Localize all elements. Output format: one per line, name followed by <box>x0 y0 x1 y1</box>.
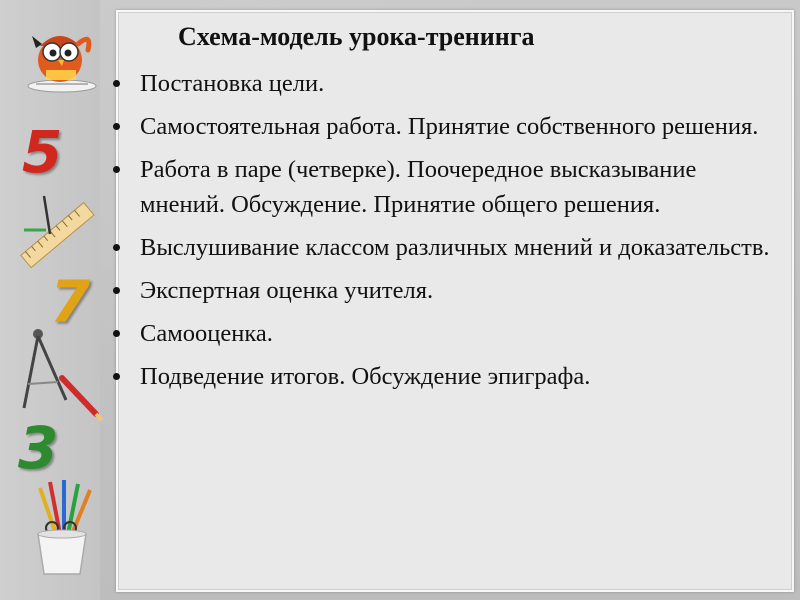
list-item-text: Подведение итогов. Обсуждение эпиграфа. <box>140 363 591 390</box>
digit-seven: 7 <box>50 268 91 336</box>
ruler-icon <box>14 190 98 280</box>
bullet-icon <box>113 287 120 294</box>
list-item-text: Экспертная оценка учителя. <box>140 277 434 304</box>
list-item-text: Работа в паре (четверке). Поочередное высказывание мнений. Обсуждение. Принятие общего решения. <box>140 156 697 218</box>
bullet-icon <box>113 244 120 251</box>
list-item-text: Самостоятельная работа. Принятие собственного решения. <box>140 113 759 140</box>
list-item <box>110 273 782 308</box>
slide-title: Схема-модель урока-тренинга <box>178 22 535 51</box>
digit-three: 3 <box>18 414 59 482</box>
bullet-icon <box>113 373 120 380</box>
bullet-list <box>110 66 782 402</box>
digit-five: 5 <box>22 118 63 186</box>
list-item-text: Постановка цели. <box>140 70 325 97</box>
compass-icon <box>16 326 106 422</box>
list-item-text: Выслушивание классом различных мнений и доказательств. <box>140 234 770 261</box>
list-item <box>110 152 782 222</box>
list-item <box>110 230 782 265</box>
list-item <box>110 66 782 101</box>
list-item <box>110 316 782 351</box>
list-item <box>110 359 782 394</box>
list-item <box>110 109 782 144</box>
bullet-icon <box>113 80 120 87</box>
owl-icon <box>18 14 106 94</box>
bullet-icon <box>113 166 120 173</box>
list-item-text: Самооценка. <box>140 320 273 347</box>
bullet-icon <box>113 330 120 337</box>
bullet-icon <box>113 123 120 130</box>
pencil-cup-icon <box>20 478 104 578</box>
